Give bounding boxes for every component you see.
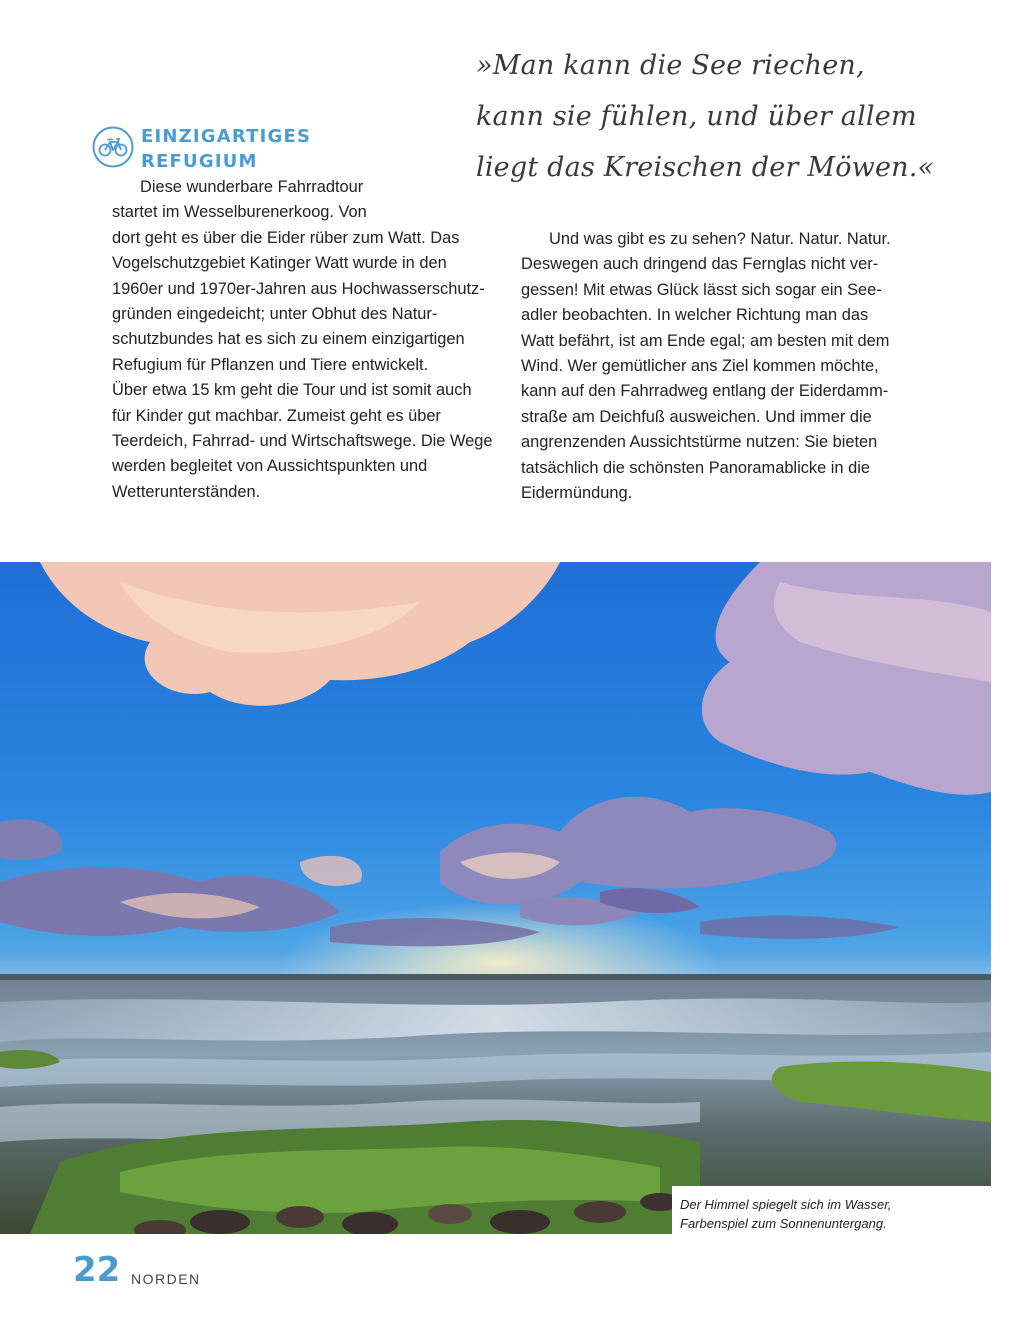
section-label: NORDEN [131,1271,201,1287]
text-line: Diese wunderbare Fahrradtour [140,178,364,196]
text-line: tatsächlich die schönsten Panoramablicke in die [521,458,870,477]
right-column-text [521,227,921,506]
text-line: dort geht es über die Eider rüber zum Watt. Das [112,228,460,247]
pull-quote [476,40,996,193]
text-line: Vogelschutzgebiet Katinger Watt wurde in den [112,254,447,273]
text-line: gründen eingedeicht; unter Obhut des Natur- [112,305,438,324]
bicycle-icon [92,126,134,168]
text-line: Wind. Wer gemütlicher ans Ziel kommen möchte, [521,357,879,376]
text-line: 1960er und 1970er-Jahren aus Hochwasserschutz- [112,279,485,298]
text-line: Teerdeich, Fahrrad- und Wirtschaftswege. Die Wege [112,432,493,451]
text-line: Und was gibt es zu sehen? Natur. Natur. Natur. [549,230,891,248]
wadden-sea-sunset-photo [0,562,991,1234]
text-line: adler beobachten. In welcher Richtung man das [521,306,869,325]
section-heading [141,124,311,174]
pull-quote-line: »Man kann die See riechen, [476,50,865,81]
text-line: schutzbundes hat es sich zu einem einzigartigen [112,330,465,349]
text-line: Wetterunterständen. [112,482,261,501]
text-line: Refugium für Pflanzen und Tiere entwickelt. [112,355,429,374]
text-line: kann auf den Fahrradweg entlang der Eiderdamm- [521,382,889,401]
text-line: für Kinder gut machbar. Zumeist geht es über [112,406,441,425]
section-heading-line: REFUGIUM [141,151,258,172]
text-line: angrenzenden Aussichtstürme nutzen: Sie bieten [521,433,878,452]
pull-quote-line: liegt das Kreischen der Möwen.« [476,152,935,183]
text-line: Deswegen auch dringend das Fernglas nicht ver- [521,255,879,274]
caption-line: Farbenspiel zum Sonnenuntergang. [680,1216,887,1231]
text-line: gessen! Mit etwas Glück lässt sich sogar ein See- [521,280,882,299]
text-line: Eidermündung. [521,484,633,503]
left-column-text [112,175,507,505]
section-heading-line: EINZIGARTIGES [141,126,312,147]
photo-caption [672,1186,991,1234]
text-line: startet im Wesselburenerkoog. Von [112,203,367,222]
page-number: 22 [73,1250,121,1290]
text-line: Watt befährt, ist am Ende egal; am besten mit dem [521,331,890,350]
text-line: straße am Deichfuß ausweichen. Und immer die [521,407,872,426]
caption-line: Der Himmel spiegelt sich im Wasser, [680,1197,892,1212]
text-line: werden begleitet von Aussichtspunkten und [112,457,428,476]
pull-quote-line: kann sie fühlen, und über allem [476,101,917,132]
text-line: Über etwa 15 km geht die Tour und ist somit auch [112,381,472,400]
